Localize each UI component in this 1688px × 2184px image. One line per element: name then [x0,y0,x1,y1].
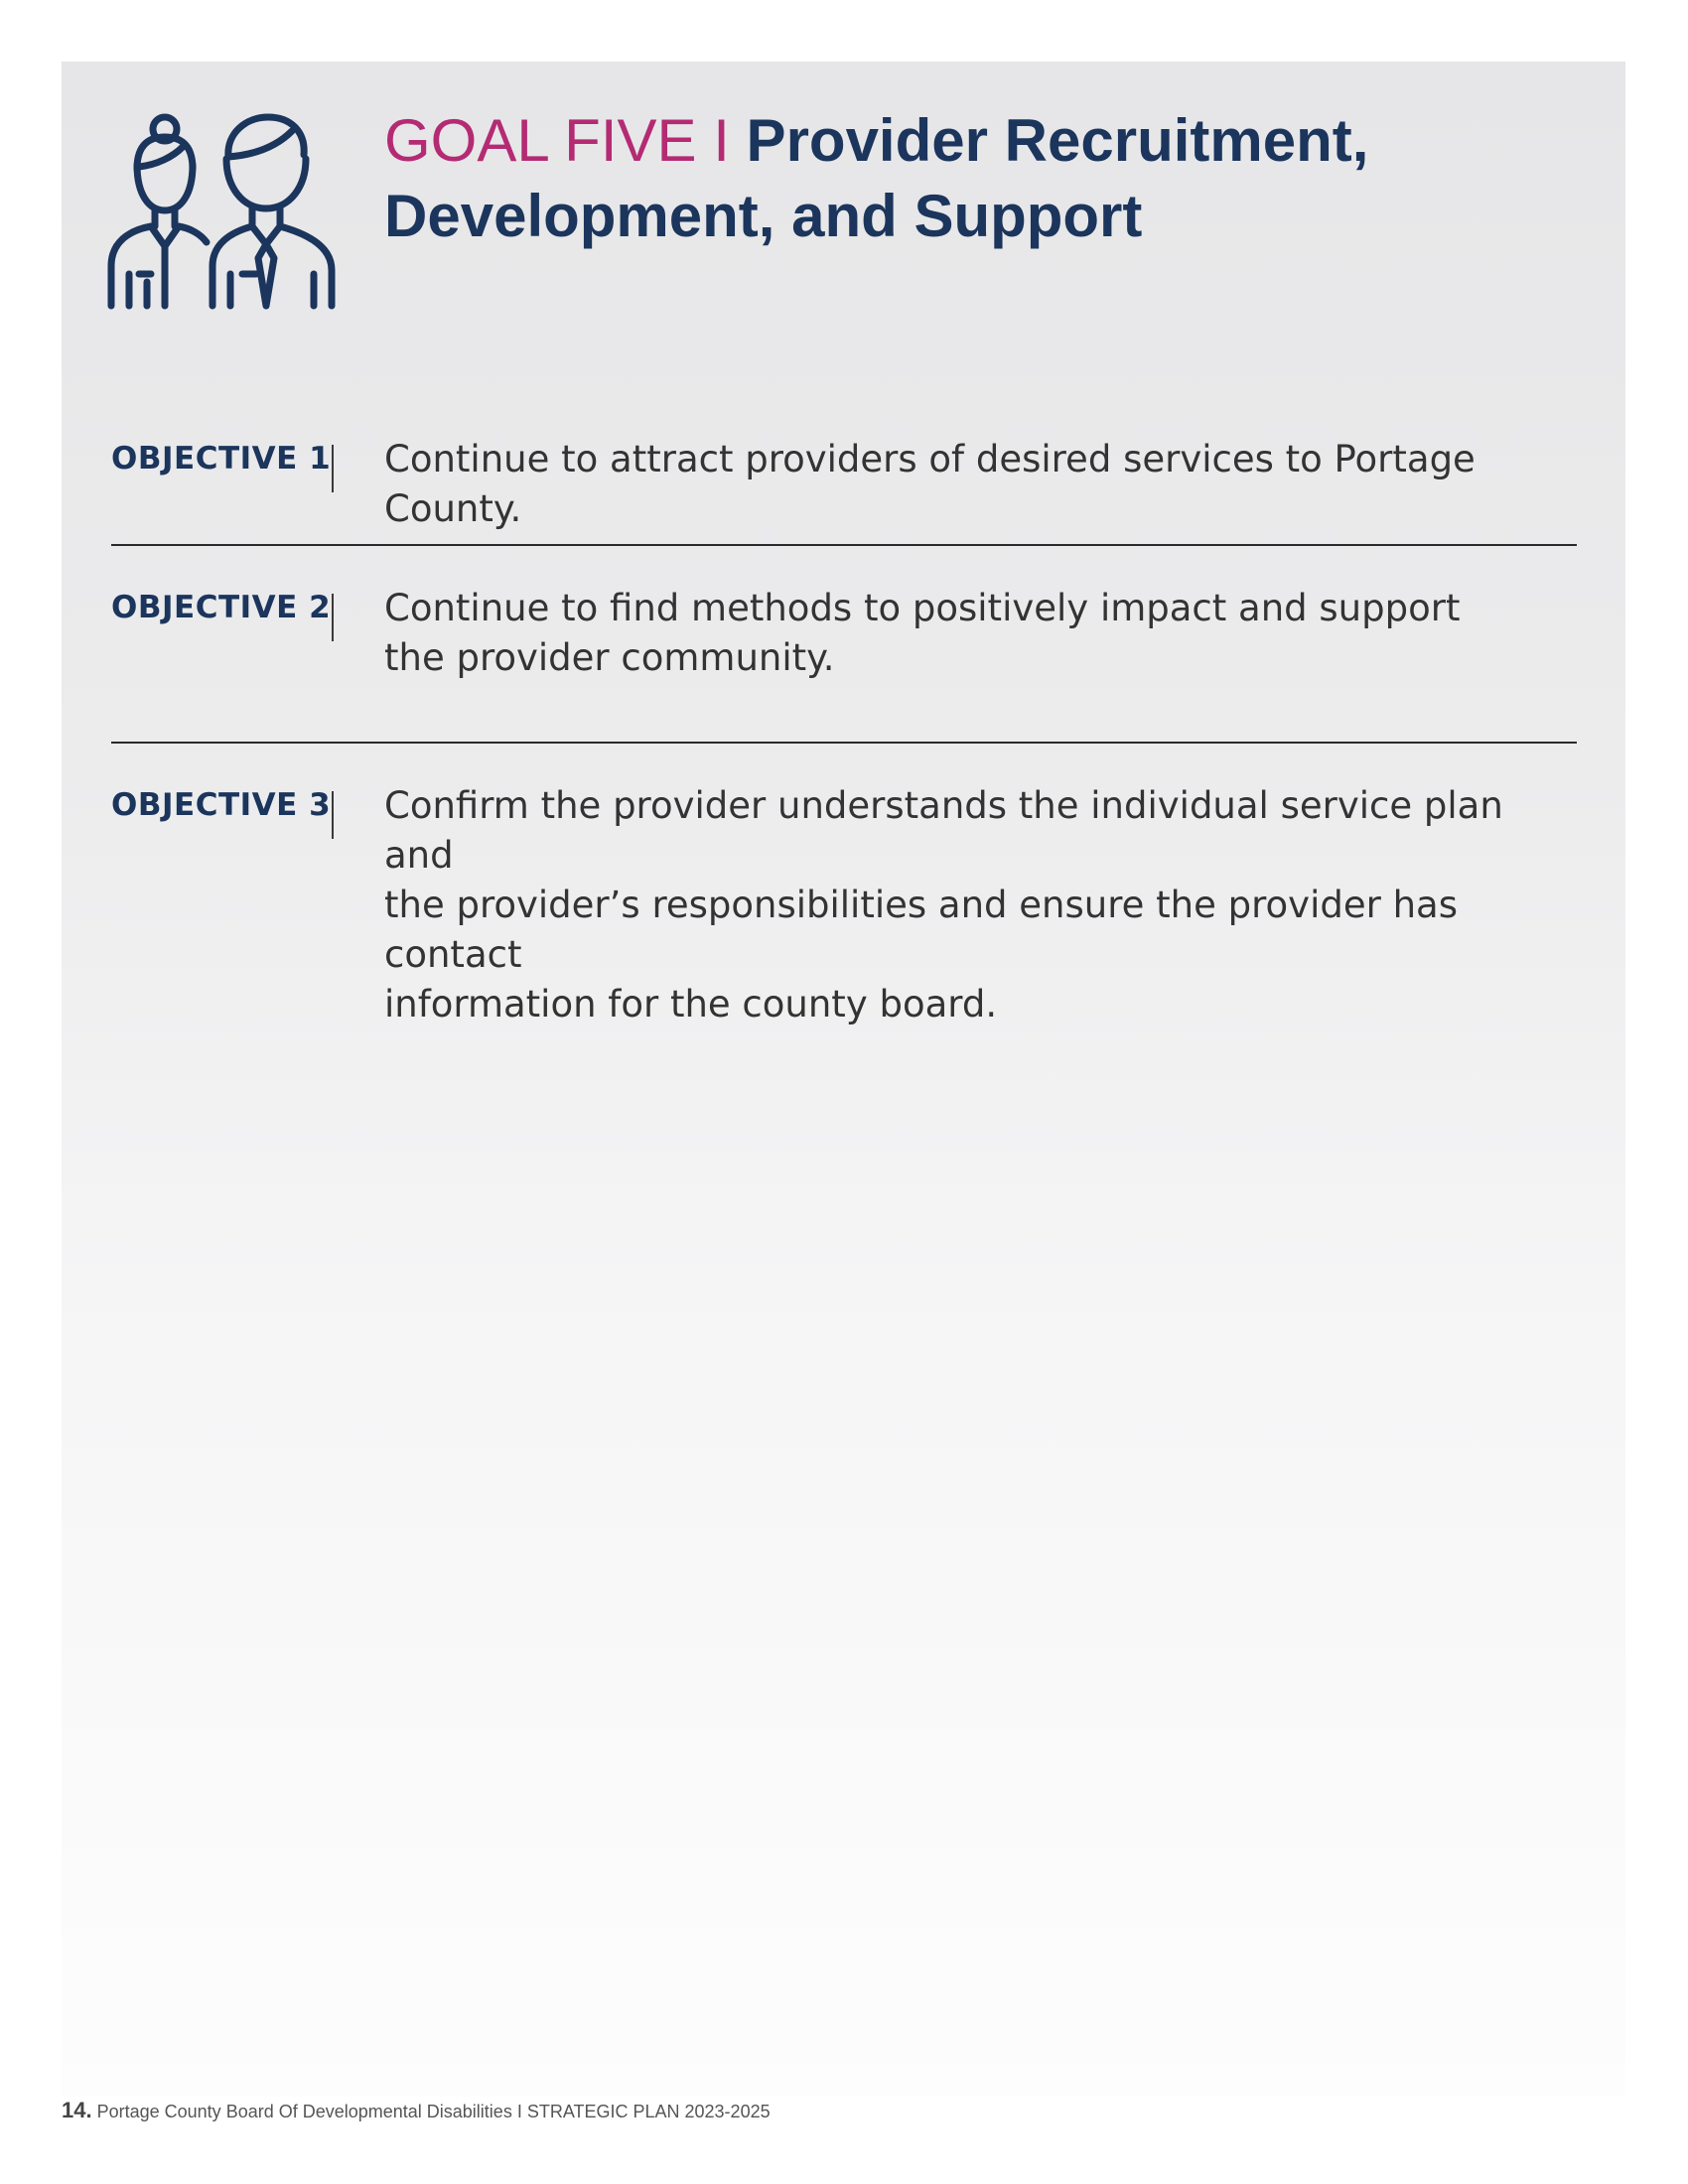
goal-name: Provider Recruitment, Development, and Support [384,107,1369,249]
goal-separator: I [696,107,747,174]
objective-label: OBJECTIVE 3 [111,787,332,823]
objective-label: OBJECTIVE 1 [111,441,332,477]
page-panel [62,62,1625,2097]
divider [111,742,1577,744]
footer-text: Portage County Board Of Developmental Disabilities I STRATEGIC PLAN 2023-2025 [96,2102,771,2121]
goal-title [384,103,1576,254]
objective-label: OBJECTIVE 2 [111,590,332,625]
page-footer [62,2098,771,2123]
page-number: 14. [62,2098,92,2122]
goal-label: GOAL FIVE [384,107,697,174]
divider [111,544,1577,546]
objective-separator-bar [332,791,334,839]
objective-text: Continue to find methods to positively impact and support the provider community. [384,587,1461,679]
objective-text: Continue to attract providers of desired services to Portage County. [384,438,1476,530]
two-people-icon [107,107,338,312]
objective-separator-bar [332,594,334,641]
objective-text: Confirm the provider understands the individual service plan and the provider’s responsibilities and ensure the provider has contact information for the county board. [384,784,1503,1025]
objective-separator-bar [332,445,334,492]
